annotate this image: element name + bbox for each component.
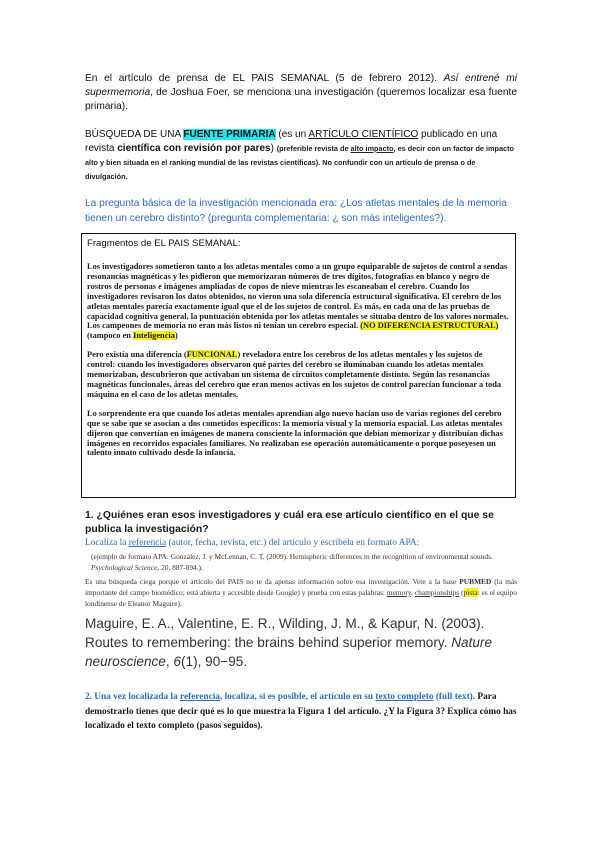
- note-text-d: : es el equipo londinense de Eleanor Maguire).: [85, 588, 517, 608]
- apa-example-journal: Psychological Science, 20: [91, 563, 169, 572]
- fragment-paragraph-1: [87, 262, 510, 341]
- busqueda-lead: BÚSQUEDA DE UNA: [85, 129, 184, 140]
- busqueda-small-1: (preferible revista de: [276, 144, 351, 153]
- intro-text-2: , de Joshua Foer, se menciona una investigación (queremos localizar esa fuente primaria).: [85, 87, 517, 112]
- fragments-title: Fragmentos de EL PAIS SEMANAL:: [87, 238, 241, 249]
- reference-pages: (1), 90−95.: [180, 654, 248, 669]
- fragment-1-text-b: (tampoco en: [87, 331, 134, 341]
- texto-completo-link: texto completo: [375, 692, 434, 702]
- note-text-c: (: [459, 588, 464, 597]
- no-diferencia-highlight: (NO DIFERENCIA ESTRUCTURAL): [360, 321, 499, 331]
- fuente-primaria-highlight: FUENTE PRIMARIA: [183, 129, 276, 140]
- fragment-1-text-c: ): [174, 331, 178, 341]
- pubmed-label: PUBMED: [459, 577, 492, 586]
- intro-text-1: En el artículo de prensa de EL PAIS SEMANAL (5 de febrero 2012).: [85, 73, 444, 84]
- apa-example-text: (ejemplo de formato APA: González, J. y McLennan, C. T. (2009). Hemispheric differences in the recognition of environmental sounds.: [91, 552, 493, 561]
- inteligencia-highlight: Inteligencia: [133, 331, 175, 341]
- fragments-box: [81, 233, 516, 498]
- busqueda-t3: ): [270, 143, 277, 154]
- referencia-link: referencia: [128, 538, 167, 548]
- keyword-memory: memory: [386, 588, 412, 597]
- q1-sub-text-a: Localiza la: [85, 538, 129, 548]
- fragment-paragraph-3: Lo sorprendente era que cuando los atletas mentales aprendían algo nuevo hacían uso de varias regiones del cerebro que se sabe que se asocian a dos cometidos específicos: la memoria visual y la memoria espacial. Los atletas mentales dijeron que convertían en imágenes de manera consciente la información que debían memorizar y distribuían dichas imágenes en recorridos espaciales familiares. No realizaban ese operación automáticamente o porque poseyesen un talento innato cultivado desde la infancia.: [87, 408, 503, 458]
- reference-authors: Maguire, E. A., Valentine, E. R., Wilding, J. M., & Kapur, N. (2003). Routes to remembering: the brains behind superior memory.: [85, 616, 485, 650]
- alto-impacto: alto impacto: [350, 144, 394, 153]
- question-1-instruction: [85, 537, 517, 549]
- apa-example: [91, 551, 517, 573]
- keyword-championships: championships: [414, 588, 460, 597]
- apa-reference-answer: [85, 614, 517, 671]
- apa-example-pages: , 887-894.).: [168, 563, 203, 572]
- fragment-2-text: Pero existía una diferencia (: [87, 350, 187, 360]
- intro-paragraph: [85, 72, 517, 114]
- question-2: [85, 690, 517, 734]
- q2-text-b: , localiza, si es posible, el artículo en su: [219, 692, 376, 702]
- q2-text-a: 2. Una vez localizada la: [85, 692, 181, 702]
- articulo-cientifico: ARTÍCULO CIENTÍFICO: [308, 129, 419, 140]
- question-1-title: 1. ¿Quiénes eran esos investigadores y cuál era ese artículo científico en el que se publica la investigación?: [85, 510, 494, 535]
- q1-sub-text-b: (autor, fecha, revista, etc.) del artículo y escríbela en formato APA:: [166, 538, 420, 548]
- reference-volume: 6: [173, 654, 181, 669]
- reference-journal: Nature neuroscience: [85, 635, 493, 669]
- pista-highlight: pista: [463, 588, 478, 597]
- reference-comma: ,: [165, 654, 174, 669]
- search-note: [85, 576, 517, 609]
- q2-text-c: (full text).: [433, 692, 476, 702]
- note-text-a: Es una búsqueda ciega porque el artículo del PAIS no te da apenas información sobre esa investigación. Vete a la base: [85, 577, 460, 586]
- note-text-b: (la más importante del campo biomédico; está abierta y accesible desde Google) y prueba con estas palabras:: [85, 577, 517, 597]
- busqueda-t2: publicado en una revista: [85, 129, 498, 154]
- busqueda-paragraph: [85, 128, 517, 184]
- busqueda-t1: (es un: [275, 129, 309, 140]
- fragment-1-text: Los investigadores sometieron tanto a los atletas mentales como a un grupo equiparable de sujetos de control a sendas resonancias magnéticas y les pidieron que memorizaran números de tres dígitos, fotografías en blanco y negro de rostros de personas e imágenes ampliadas de copos de nieve mientras les escaneaban el cerebro. Cuando los investigadores revisaron los datos obtenidos, no vieron una sola diferencia estructural significativa. El cerebro de los atletas mentales parecía exactamente igual que el de los sujetos de control. Es más, en cada una de las pruebas de capacidad cognitiva general, la puntuación obtenida por los atletas mentales se situaba dentro de los valores normales. Los campeones de memoria no eran más listos ni tenían un cerebro especial.: [87, 262, 509, 331]
- q2-text-d: Para demostrarlo tienes que decir qué es lo que muestra la Figura 1 del artículo. ¿Y la Figura 3? Explica cómo has localizado el texto completo (pasos seguidos).: [85, 692, 517, 731]
- busqueda-small-2: , es decir con un factor de impacto alto y bien situada en el ranking mundial de las revistas científicas). No confundir con un artículo de prensa o de divulgación.: [85, 144, 514, 181]
- q2-referencia-link: referencia: [180, 692, 220, 702]
- revision-pares: científica con revisión por pares: [117, 143, 271, 154]
- article-title: Así entrené mi supermemoria: [85, 73, 518, 98]
- fragment-paragraph-2: [87, 350, 510, 400]
- note-comma: ,: [411, 588, 415, 597]
- fragment-2-text-b: ) reveladora entre los cerebros de los atletas mentales y los sujetos de control: cuando los investigadores observaron qué partes del cerebro se iluminaban cuando los atletas mentales memorizaban, descubrieron que activaban un sistema de circuitos completamente distinto. Según las resonancias magnéticas funcionales, áreas del cerebro que eran menos activas en los sujetos de control parecían funcionar a toda máquina en el caso de los atletas mentales.: [87, 350, 502, 399]
- research-question: La pregunta básica de la investigación mencionada era: ¿Los atletas mentales de la memoria tienen un cerebro distinto? (pregunta complementaria: ¿ son más inteligentes?).: [85, 198, 507, 224]
- funcional-highlight: FUNCIONAL: [186, 350, 238, 360]
